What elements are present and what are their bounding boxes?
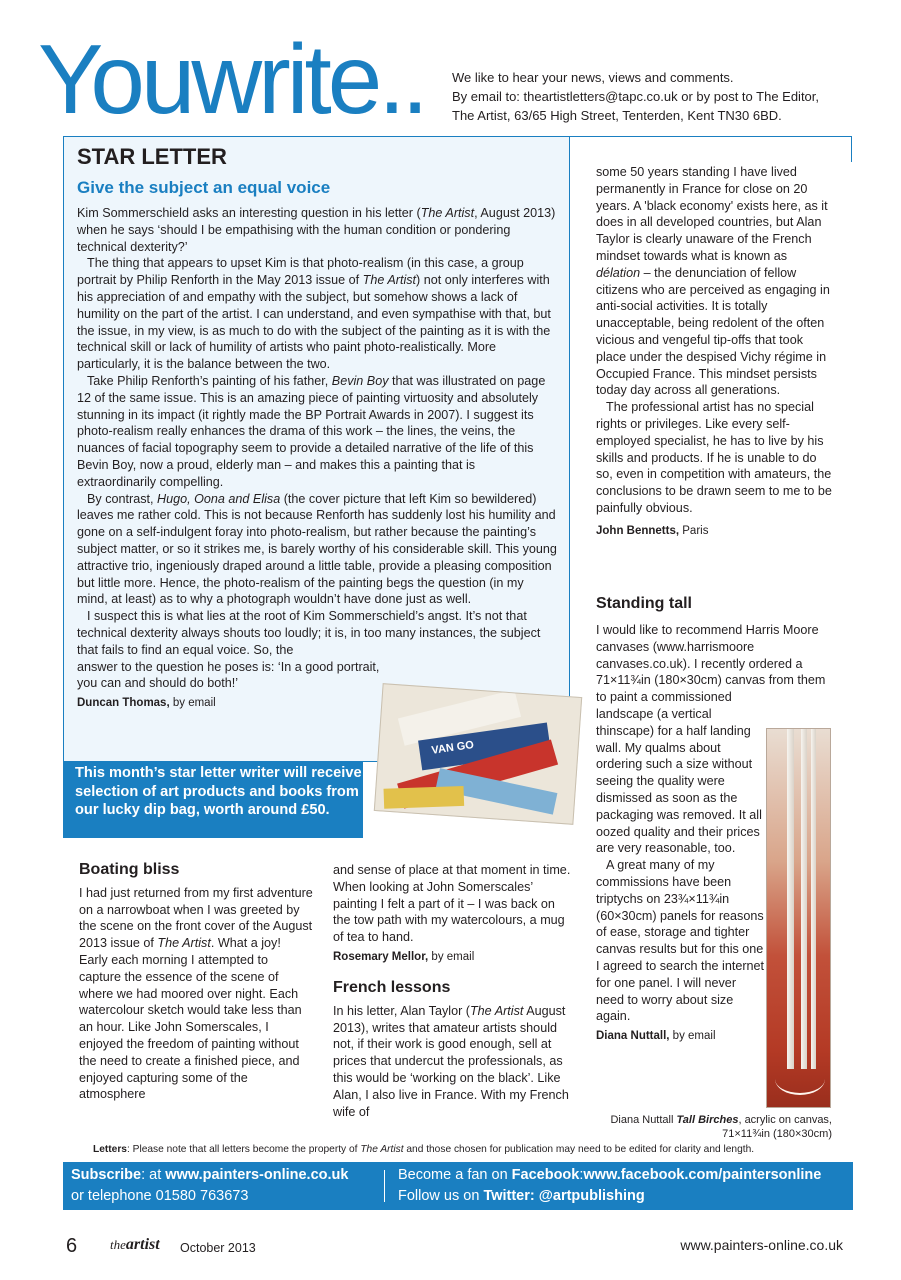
standing-tall-intro [596, 622, 834, 706]
twitter-link[interactable]: : @artpublishing [529, 1188, 645, 1204]
french-lessons-letter [333, 980, 575, 1120]
paragraph: Early each morning I attempted to capture the essence of the scene of where we had moored over night. Each watercolour sketch would take less than an hour. Like John Somerscales, I enjoyed the freedom of painting without the need to create a finished piece, and enjoyed capturing some of the atmosphere [79, 952, 302, 1102]
paragraph: In his letter, Alan Taylor (The Artist August 2013), writes that amateur artists should not, if their work is good enough, sell at prices that undercut the professionals, as this would be ‘working on the black’. Like Alan, I also live in France. With my French wife of [333, 1003, 569, 1119]
intro-line: The Artist, 63/65 High Street, Tenterden, Kent TN30 6BD. [452, 108, 782, 123]
subscribe-block: Subscribe: at www.painters-online.co.uk or telephone 01580 763673 [71, 1165, 348, 1207]
phone-text: or telephone 01580 763673 [71, 1188, 249, 1204]
letter-signature: Duncan Thomas, by email [77, 697, 216, 710]
subscribe-link[interactable]: www.painters-online.co.uk [165, 1167, 349, 1183]
painting-caption: Diana Nuttall Tall Birches, acrylic on canvas, 71×11¾in (180×30cm) [610, 1114, 832, 1140]
star-letter-body [77, 205, 557, 712]
prize-text: This month’s star letter writer will receive a selection of art products and books from our lucky dip bag, worth around £50. [75, 765, 374, 818]
bar-divider [384, 1170, 385, 1202]
intro-line: We like to hear your news, views and comments. [452, 70, 734, 85]
facebook-link[interactable]: www.facebook.com/paintersonline [583, 1167, 822, 1183]
standing-tall-body [596, 706, 766, 1045]
paragraph: The thing that appears to upset Kim is that photo-realism (in this case, a group portrait by Philip Renforth in the May 2013 issue of The Artist) not only interferes with his appreciation of and empathy with the subject, but somehow shows a lack of humility on the part of the artist. I can understand, and even sympathise with that, but the issue, in my view, is as much to do with the subject of the painting as it is with the technical skill or lack of humility of artists who paint photo-realistically. More particularly, it is the balance between the two. [77, 256, 551, 372]
star-letter-label: STAR LETTER [77, 144, 227, 169]
paragraph: Take Philip Renforth’s painting of his father, Bevin Boy that was illustrated on page 12 of the same issue. This is an amazing piece of painting virtuosity and absolutely stunning in its impact (it rightly made the BP Portrait Awards in 2007). I suggest its photo-realism really enhances the drama of this work – the lines, the veins, the nuances of facial topography seem to provide a detailed narrative of the life of this Bevin Boy, now a proud, elderly man – and makes this a painting that is extraordinarily compelling. [77, 373, 546, 489]
masthead-intro [452, 68, 872, 125]
masthead-title: Youwrite.. [38, 24, 425, 134]
letter-signature: John Bennetts, Paris [596, 524, 709, 537]
magazine-logo: theartist [110, 1236, 160, 1253]
paragraph: Kim Sommerschield asks an interesting question in his letter (The Artist, August 2013) when he says ‘should I be empathising with the human condition or pondering technical dexterity?’ [77, 206, 556, 254]
divider-rule [851, 136, 852, 162]
letter-heading: Boating bliss [79, 861, 180, 878]
paragraph: I suspect this is what lies at the root of Kim Sommerschield’s angst. It’s not that technical dexterity always shouts too loudly; it is, in too many instances, the subject that fails to find an equal voice. So, the [77, 609, 541, 657]
paragraph: I would like to recommend Harris Moore canvases (www.harrismoore canvases.co.uk). I recently ordered a 71×11¾in (180×30cm) canvas from them to paint a commissioned [596, 623, 826, 705]
paragraph: A great many of my commissions have been triptychs on 23¾×11¾in (60×30cm) panels for reasons of ease, storage and tighter canvas results but for this one I agreed to search the internet for one panel. I will never need to worry about size again. [596, 858, 765, 1024]
letter-heading: Standing tall [596, 595, 692, 612]
letter-signature: Diana Nuttall, by email [596, 1030, 716, 1043]
divider-rule [569, 136, 851, 137]
paragraph: The professional artist has no special rights or privileges. Like every self-employed specialist, he has to live by his skills and products. If he is unable to do so, even in competition with amateurs, the conclusions to be drawn seem to me to be painfully obvious. [596, 400, 832, 515]
social-block: Become a fan on Facebook:www.facebook.com/paintersonline Follow us on Twitter: @artpublishing [398, 1167, 822, 1204]
art-supplies-photo: VAN GO [374, 683, 582, 825]
page-number: 6 [66, 1235, 78, 1257]
standing-tall-heading-block [596, 596, 834, 619]
paragraph: landscape (a vertical thinscape) for a half landing wall. My qualms about ordering such a size without seeing the quality were dismissed as soon as the packaging was removed. It all oozed quality and their prices are very reasonable, too. [596, 707, 762, 856]
website-link[interactable]: www.painters-online.co.uk [680, 1237, 843, 1253]
paragraph: some 50 years standing I have lived permanently in France for close on 20 years. A 'black economy' exists here, as it does in all developed countries, but Alan Taylor is clearly unaware of the French mindset towards what is known as délation – the denunciation of fellow citizens who are perceived as engaging in anti-social activities. It is totally unacceptable, being redolent of the often vicious and vengeful tip-offs that took place under the despised Vichy régime in Occupied France. This mindset persists today day across all generations. [596, 165, 830, 398]
letter-heading: French lessons [333, 979, 451, 996]
paragraph: and sense of place at that moment in time. When looking at John Somerscales’ painting I felt a part of it – I was back on the tow path with my watercolours, a mug of tea to hand. [333, 863, 571, 945]
intro-line: By email to: theartistletters@tapc.co.uk or by post to The Editor, [452, 89, 820, 104]
letters-footnote: Letters: Please note that all letters become the property of The Artist and those chosen for publication may need to be edited for clarity and length. [93, 1144, 755, 1155]
subscribe-label: Subscribe [71, 1167, 142, 1183]
tall-birches-painting [766, 728, 831, 1108]
paragraph-narrow: answer to the question he poses is: ‘In a good portrait, you can and should do both!’ [77, 659, 380, 691]
issue-date: October 2013 [180, 1241, 256, 1255]
letter-signature: Rosemary Mellor, by email [333, 950, 475, 963]
boating-bliss-letter [79, 862, 313, 1103]
paragraph: By contrast, Hugo, Oona and Elisa (the cover picture that left Kim so bewildered) leaves me rather cold. This is not because Renforth has suddenly lost his humility and gone on a self-indulgent foray into photo-realism, but rather because the painting’s subject matter, or so it strikes me, is barely worthy of his considerable skill. This young attractive trio, ingeniously draped around a little table, provide a pleasing composition but little more. Hence, the photo-realism of the painting begs the question (in my mind, at least) as to why a photograph wouldn’t have done just as well. [77, 491, 557, 607]
french-lessons-continued [596, 164, 834, 540]
subscribe-bar [63, 1162, 853, 1210]
star-letter-headline: Give the subject an equal voice [77, 178, 331, 197]
boating-bliss-continued [333, 862, 575, 966]
paragraph: I had just returned from my first adventure on a narrowboat when I was greeted by the scene on the front cover of the August 2013 issue of The Artist. What a joy! [79, 885, 313, 951]
